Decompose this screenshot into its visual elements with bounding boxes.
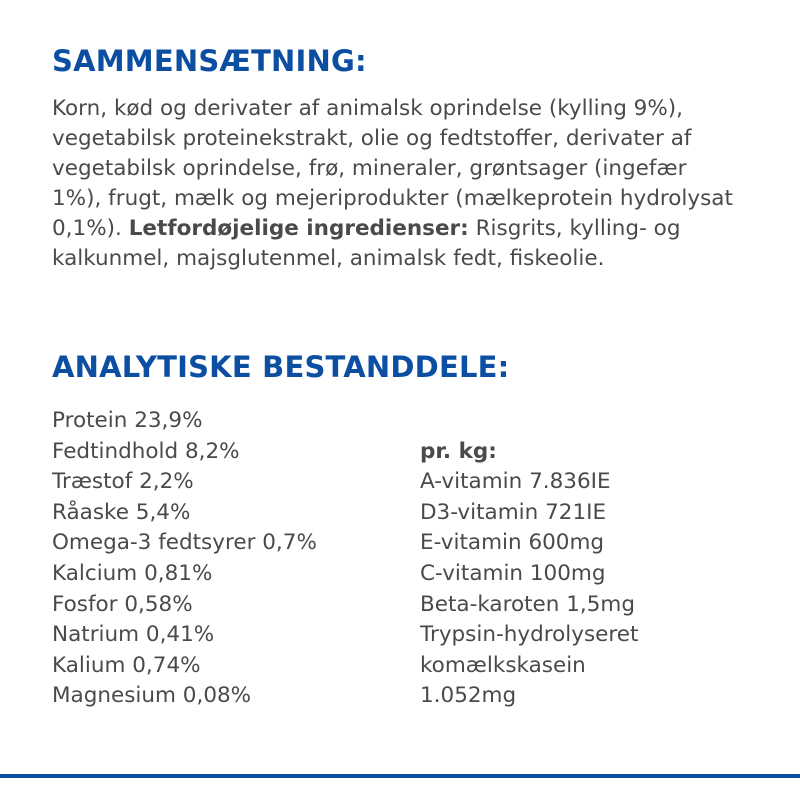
analysis-item: A-vitamin 7.836IE xyxy=(420,469,611,495)
composition-tail-text: Risgrits, kylling- og kalkunmel, majsglutenmel, animalsk fedt, fiskeolie. xyxy=(52,216,681,271)
analysis-item: Fosfor 0,58% xyxy=(52,591,193,617)
analysis-item: C-vitamin 100mg xyxy=(420,560,606,586)
composition-lead-in-label: Letfordøjelige ingredienser: xyxy=(128,216,469,241)
composition-paragraph xyxy=(52,78,742,274)
analysis-item: Magnesium 0,08% xyxy=(52,683,252,709)
analysis-item: Kalcium 0,81% xyxy=(52,560,213,586)
column-offset-spacer xyxy=(420,406,748,437)
analysis-item: Råaske 5,4% xyxy=(52,499,191,525)
analysis-item: Beta-karoten 1,5mg xyxy=(420,591,636,617)
analysis-right-column xyxy=(420,406,748,712)
analysis-item: komælkskasein xyxy=(420,652,586,678)
analysis-item: Træstof 2,2% xyxy=(52,469,194,495)
analysis-item: Kalium 0,74% xyxy=(52,652,201,678)
analysis-section-title: ANALYTISKE BESTANDDELE: xyxy=(52,350,510,384)
composition-main-text: Korn, kød og derivater af animalsk oprindelse (kylling 9%), vegetabilsk proteinekstrakt, olie og fedtstoffer, derivater af vegetabilsk oprindelse, frø, mineraler, grøntsager (ingefær 1%), frugt, mælk og mejeriprodukter (mælkeprotein hydrolysat 0,1%). xyxy=(52,96,733,241)
bottom-divider xyxy=(0,774,800,778)
analysis-item: Fedtindhold 8,2% xyxy=(52,438,240,464)
analysis-left-column xyxy=(52,406,420,712)
analysis-columns xyxy=(52,384,748,712)
analysis-item: E-vitamin 600mg xyxy=(420,530,605,556)
analysis-item: 1.052mg xyxy=(420,683,517,709)
analysis-item: Trypsin-hydrolyseret xyxy=(420,622,639,648)
analysis-item: Omega-3 fedtsyrer 0,7% xyxy=(52,530,317,556)
per-kg-header: pr. kg: xyxy=(420,438,497,464)
analysis-item: Natrium 0,41% xyxy=(52,622,215,648)
composition-section-title: SAMMENSÆTNING: xyxy=(52,44,367,78)
analysis-item: Protein 23,9% xyxy=(52,408,203,433)
analysis-item: D3-vitamin 721IE xyxy=(420,499,607,525)
